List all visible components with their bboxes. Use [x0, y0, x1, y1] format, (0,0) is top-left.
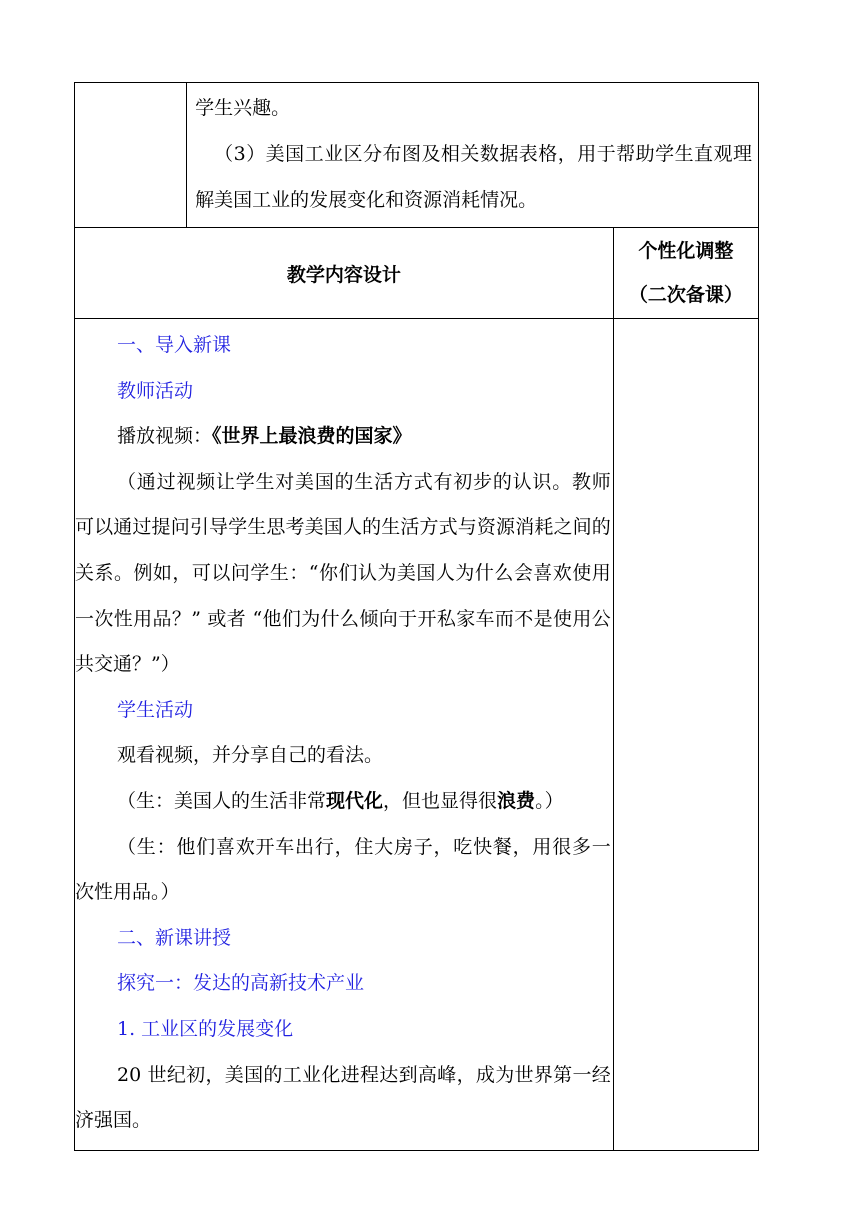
personal-adjust-header	[613, 228, 758, 319]
content-row	[75, 319, 759, 1151]
teacher-note: （通过视频让学生对美国的生活方式有初步的认识。教师可以通过提问引导学生思考美国人的生活方式与资源消耗之间的关系。例如，可以问学生：“你们认为美国人为什么会喜欢使用一次性用品？” 或者 “他们为什么倾向于开私家车而不是使用公共交通？”）	[75, 470, 611, 676]
play-video-label: 播放视频：	[117, 425, 213, 448]
play-video-line	[75, 414, 613, 460]
inquiry-heading-1: 探究一：发达的高新技术产业	[117, 972, 365, 995]
teacher-activity-heading: 教师活动	[117, 379, 194, 402]
point-heading-1: 1. 工业区的发展变化	[117, 1017, 294, 1040]
personal-adjust-title: 个性化调整	[638, 240, 734, 262]
materials-text-cell	[187, 83, 759, 228]
lesson-plan-table	[74, 82, 759, 1151]
second-prep-label: （二次备课）	[628, 284, 743, 306]
section-heading-intro: 一、导入新课	[117, 334, 232, 356]
answer-1-keyword-modern: 现代化	[326, 789, 384, 812]
content-design-cell	[75, 319, 614, 1151]
answer-1-part-a: （生：美国人的生活非常	[117, 789, 327, 812]
section-heading-new-lesson: 二、新课讲授	[117, 926, 232, 949]
materials-line-2: （3）美国工业区分布图及相关数据表格，用于帮助学生直观理解美国工业的发展变化和资源消耗情况。	[195, 143, 752, 211]
student-answer-2: （生：他们喜欢开车出行，住大房子，吃快餐，用很多一次性用品。）	[75, 835, 611, 904]
header-row	[75, 228, 759, 319]
answer-1-part-e: 。）	[535, 789, 564, 812]
student-answer-1	[75, 779, 613, 825]
answer-1-part-c: ，但也显得很	[383, 789, 498, 812]
materials-row	[75, 83, 759, 228]
answer-1-keyword-wasteful: 浪费	[497, 789, 536, 812]
materials-label-cell	[75, 83, 187, 228]
content-design-header: 教学内容设计	[75, 228, 614, 319]
student-activity-heading: 学生活动	[117, 698, 194, 721]
video-title: 《世界上最浪费的国家》	[212, 425, 412, 448]
materials-line-1: 学生兴趣。	[195, 97, 291, 119]
paragraph-industrialization: 20 世纪初，美国的工业化进程达到高峰，成为世界第一经济强国。	[75, 1063, 611, 1132]
student-task: 观看视频，并分享自己的看法。	[117, 744, 384, 767]
personal-adjust-cell	[613, 319, 758, 1151]
